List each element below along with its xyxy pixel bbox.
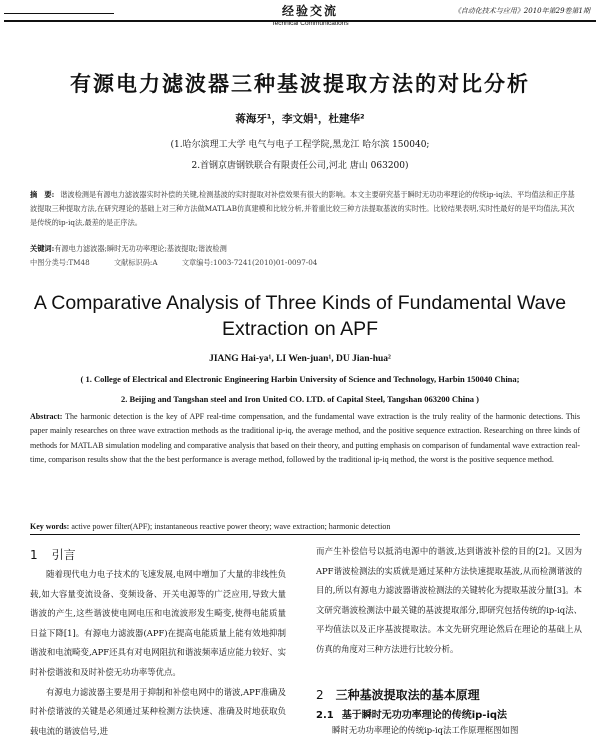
en-keywords: [30, 522, 580, 531]
section-2-number: 2: [316, 688, 324, 702]
section-2-1-heading: [316, 706, 507, 721]
intro-paragraph-3: 而产生补偿信号以抵消电源中的谐波,达到谐波补偿的目的[2]。又因为APF谐波检测法的实质就是通过某种方法快速提取基波,从而检测谐波的目的,所以有源电力滤波器谐波检测法的关键转化为提取基波分量[3]。本文研究谐波检测法中最关键的基波提取部分,即研究包括传统的ip-iq法、平均值法以及正序基波提取法。本文先研究理论然后在理论的基础上从仿真的角度对三种方法进行比较分析。: [316, 546, 582, 654]
intro-paragraph-2: 有源电力滤波器主要是用于抑制和补偿电网中的谐波,APF准确及时补偿谐波的关键是必须通过某种检测方法快速、准确及时地获取负载电流的谐波信号,进: [30, 686, 286, 736]
cn-abstract-label: 摘 要:: [30, 190, 55, 199]
clc-number: 中图分类号:TM48: [30, 258, 90, 267]
left-column: [30, 565, 286, 741]
cn-authors: 蒋海牙¹，李文娟¹，杜建华²: [235, 113, 365, 125]
cn-keywords: [30, 244, 578, 254]
cn-abstract-text: 谐波检测是有源电力滤波器实时补偿的关键,检测基波的实时提取对补偿效果有很大的影响。本文主要研究基于瞬时无功功率理论的传统ip-iq法、平均值法和正序基波提取三种提取方法,在研究理论的基础上对三种方法做MATLAB仿真建模和比较分析,并着重比较三种方法提取基波的实时性。比较结果表明,实时性最好的是平均值法,其次是传统的ip-iq法,最差的是正序法。: [30, 190, 575, 227]
en-affiliation-2: 2. Beijing and Tangshan steel and Iron United CO. LTD. of Capital Steel, Tangshan 063200 China ): [120, 394, 480, 404]
section-1-number: 1: [30, 548, 38, 562]
header-journal: 《自动化技术与应用》2010年第29卷第1期: [453, 7, 590, 15]
header-left-rule: [4, 13, 114, 14]
en-keywords-text: active power filter(APF); instantaneous reactive power theory; wave extraction; harmonic detection: [71, 522, 391, 531]
section-2-1-title: 基于瞬时无功功率理论的传统ip-iq法: [341, 710, 508, 721]
header-section-title-en: Technical Communications: [271, 20, 349, 27]
cn-keywords-text: 有源电力滤波器;瞬时无功功率理论;基波提取;谐波检测: [54, 244, 227, 253]
section-divider: [30, 534, 580, 535]
en-abstract-text: The harmonic detection is the key of APF real-time compensation, and the fundamental wave extraction is the truly reality of the harmonic detections. This paper mainly researches on three wave extraction methods as the traditional ip-iq, the average method, and the positive sequence extraction. Researching on three kinds of methods for MATLAB simulation modeling and comparative analysis that based on their theory, and putting emphasis on comparison of fundamental wave extraction real-time, comparison results show that the the best performance is average method, followed by the traditional ip-iq method, the worst is the positive sequence method.: [30, 412, 580, 464]
page-header: [0, 0, 600, 28]
cn-title: 有源电力滤波器三种基波提取方法的对比分析: [70, 72, 530, 96]
section-2-1-number: 2.1: [316, 710, 334, 721]
header-section: [240, 2, 380, 27]
right-column: [316, 542, 582, 660]
en-keywords-label: Key words:: [30, 522, 70, 531]
en-abstract-label: Abstract:: [30, 412, 63, 421]
section-2-title: 三种基波提取法的基本原理: [335, 688, 480, 702]
cn-metadata: [30, 258, 339, 268]
en-authors: JIANG Hai-ya¹, LI Wen-juan¹, DU Jian-hua²: [209, 354, 391, 364]
document-code: 文献标识码:A: [113, 258, 158, 267]
en-title: A Comparative Analysis of Three Kinds of Fundamental Wave Extraction on APF: [33, 292, 567, 340]
cn-abstract: [30, 188, 578, 230]
section-2-1-text: 瞬时无功功率理论的传统ip-iq法工作原理框图如图: [332, 725, 519, 735]
en-affiliation-1: ( 1. College of Electrical and Electronic Engineering Harbin University of Science and Technology, Harbin 150040 China;: [80, 374, 520, 384]
section-1-heading: [30, 546, 76, 563]
cn-affiliation-2: 2.首钢京唐钢铁联合有限责任公司,河北 唐山 063200): [191, 161, 409, 171]
article-number: 文章编号:1003-7241(2010)01-0097-04: [181, 258, 318, 267]
header-section-title: 经验交流: [281, 4, 338, 18]
en-abstract: [30, 410, 580, 467]
section-1-title: 引言: [51, 548, 76, 562]
intro-paragraph-1: 随着现代电力电子技术的飞速发展,电网中增加了大量的非线性负载,如大容量变流设备、变频设备、开关电源等的广泛应用,导致大量谐波的产生,这些谐波使电网电压和电流波形发生畸变,使得电能质量日益下降[1]。有源电力滤波器(APF)在提高电能质量上能有效地抑制谐波和电流畸变,APF还具有对电网阻抗和谐波频率适应能力较好、实时补偿谐波和及时补偿无功功率等优点。: [30, 569, 286, 677]
cn-keywords-label: 关键词:: [30, 244, 55, 253]
cn-affiliation-1: (1.哈尔滨理工大学 电气与电子工程学院,黑龙江 哈尔滨 150040;: [170, 140, 430, 150]
section-2-heading: [316, 686, 480, 703]
